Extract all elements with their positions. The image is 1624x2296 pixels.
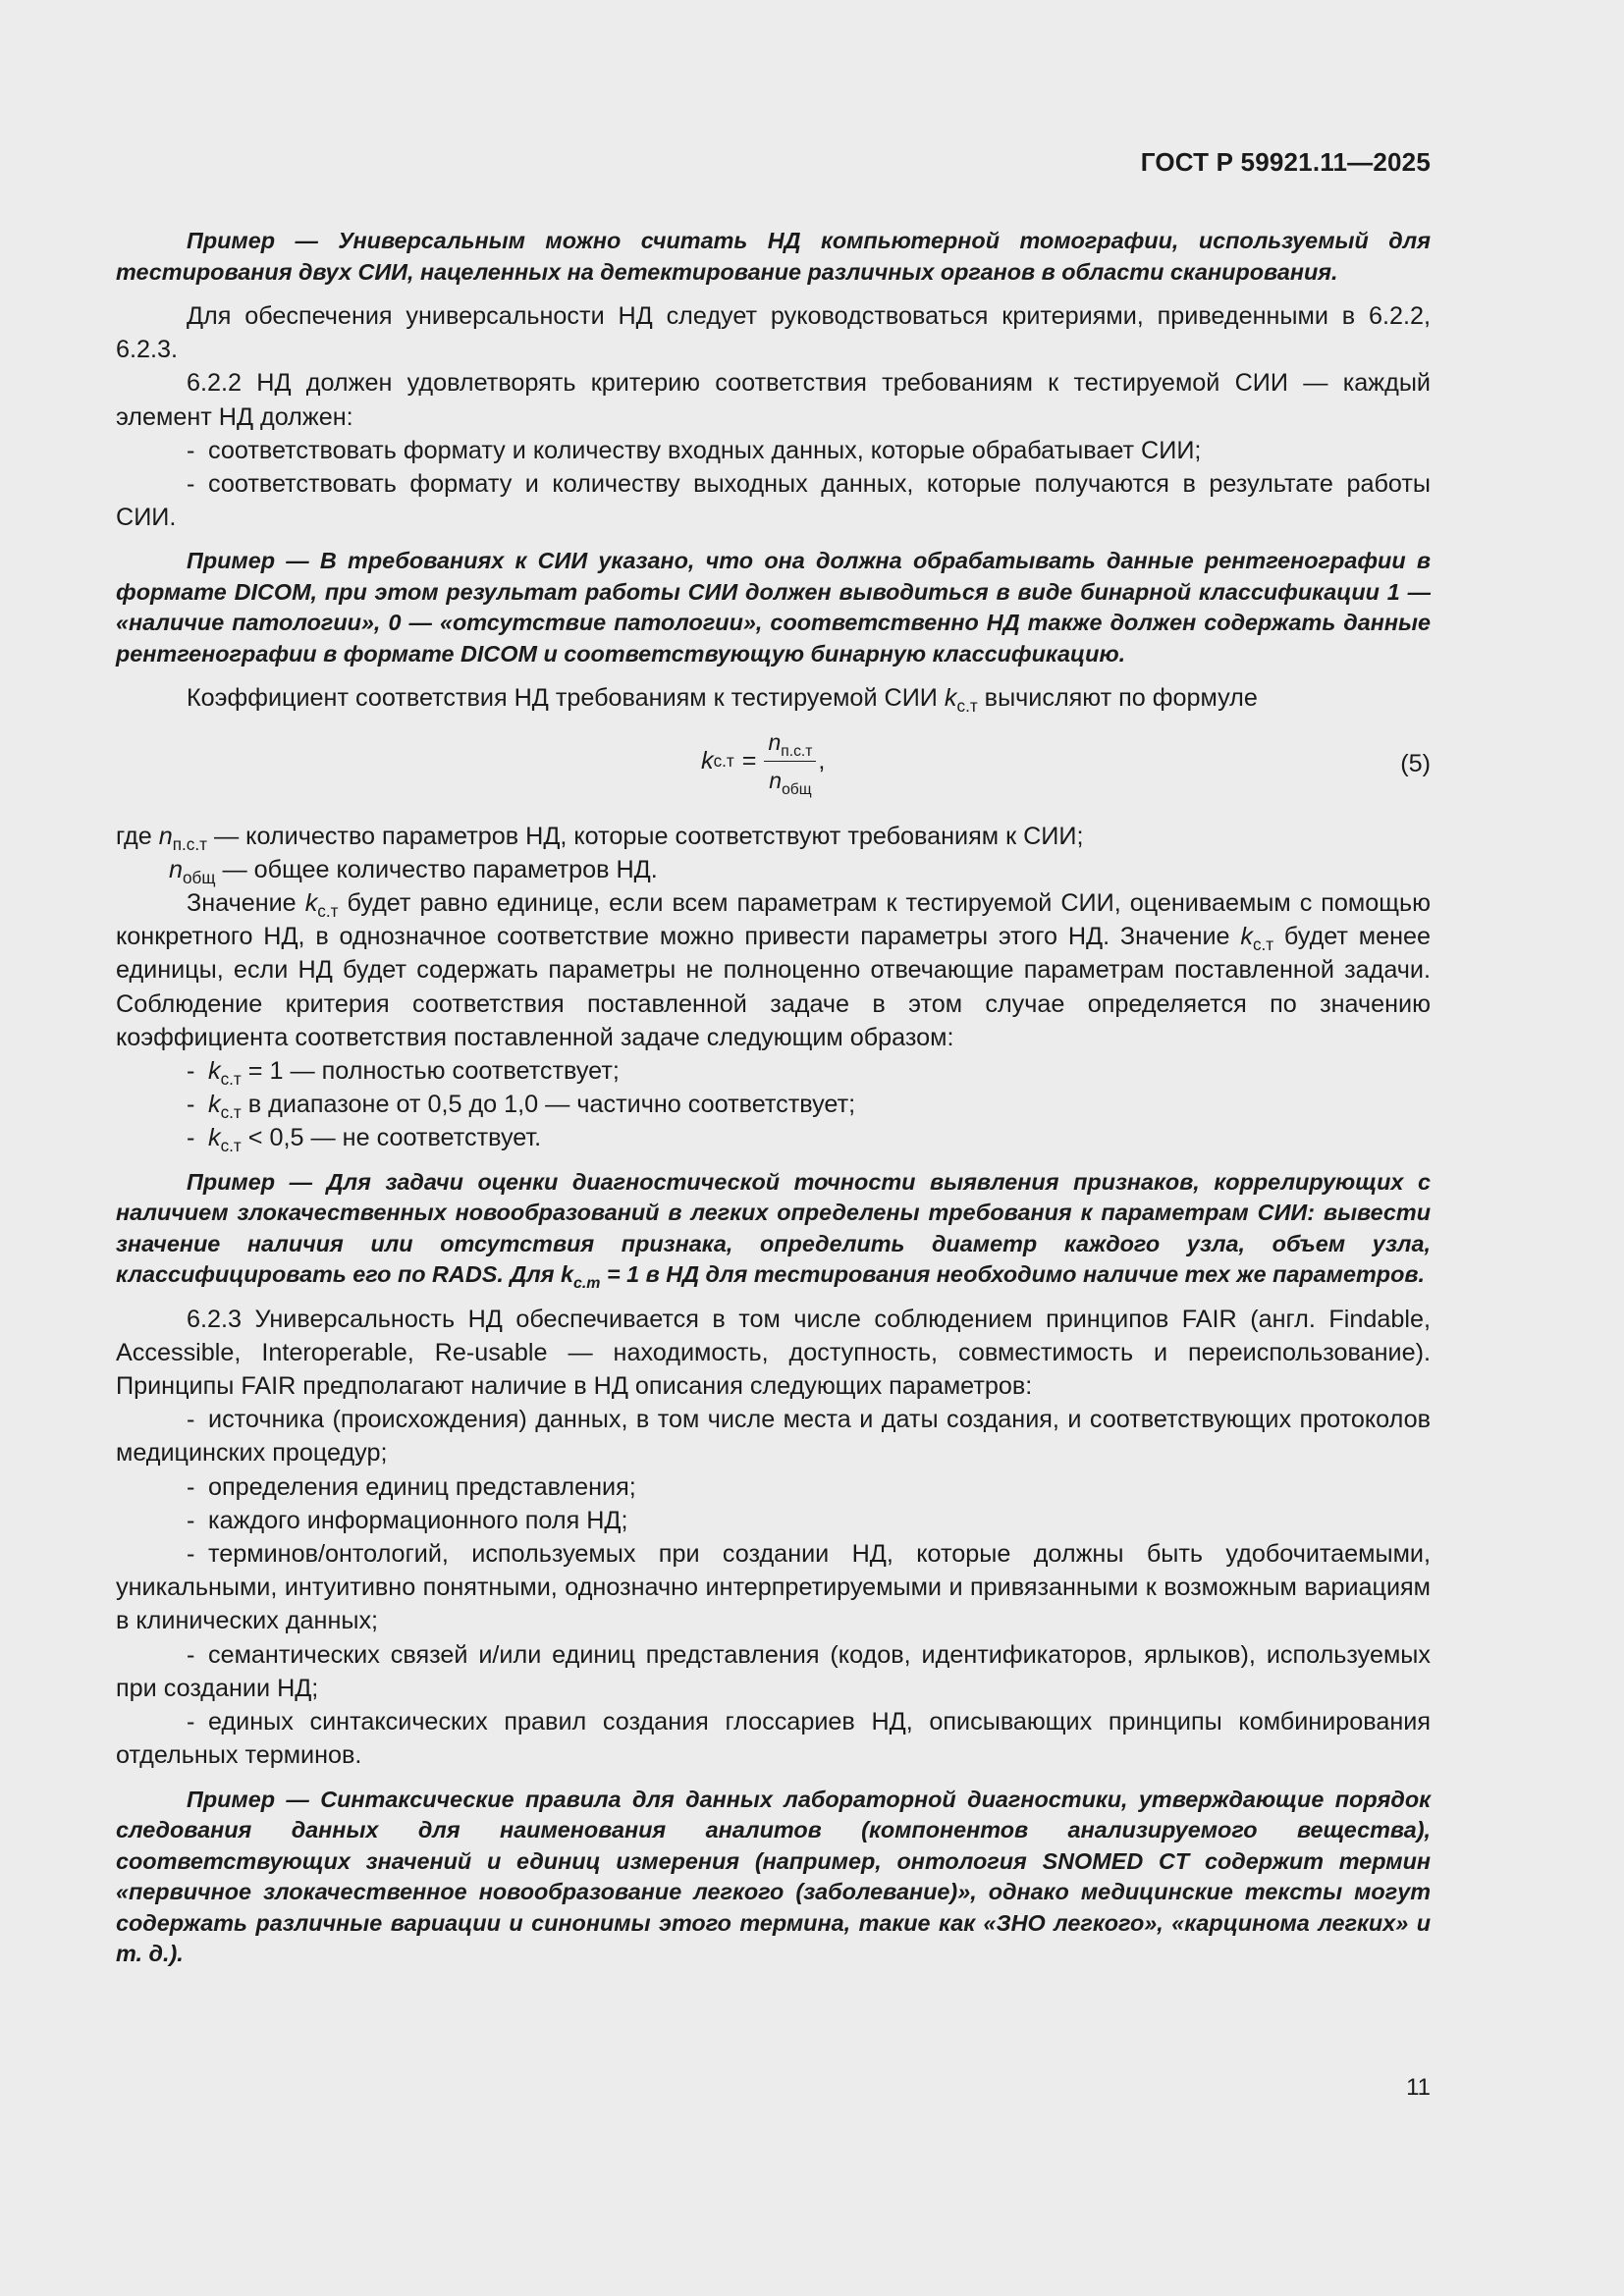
list-marker: -: [187, 470, 195, 499]
page-number: 11: [1406, 2074, 1431, 2101]
body-paragraph: Для обеспечения универсальности НД следует руководствоваться критериями, приведенными в 6.2.2, 6.2.3.: [116, 302, 1431, 364]
list-item: - определения единиц представления;: [116, 1470, 1431, 1504]
list-marker: -: [187, 1472, 195, 1501]
list-item: - семантических связей и/или единиц представления (кодов, идентификаторов, ярлыков), используемых при создании НД;: [116, 1638, 1431, 1705]
formula-number: (5): [1400, 749, 1431, 777]
list-marker: -: [187, 1057, 195, 1086]
list-item: - соответствовать формату и количеству выходных данных, которые получаются в результате работы СИИ.: [116, 467, 1431, 534]
section-paragraph-6-2-3: 6.2.3 Универсальность НД обеспечивается в том числе соблюдением принципов FAIR (англ. Findable, Accessible, Interoperable, Re-usable — находимость, доступность, совместимость и переиспользование). Принципы FAIR предполагают наличие в НД описания следующих параметров:: [116, 1305, 1431, 1401]
body-paragraph: Значение $k_{с.т}$ будет равно единице, если всем параметрам к тестируемой СИИ, оцениваемым с помощью конкретного НД, в однозначное соответствие можно привести параметры этого НД. Значение $k_{с.т}$ будет менее единицы, если НД будет содержать параметры не полноценно отвечающие параметрам поставленной задачи. Соблюдение критерия соответствия поставленной задаче в этом случае определяется по значению коэффициента соответствия поставленной задаче следующим образом:: [116, 889, 1432, 1051]
formula-intro: Коэффициент соответствия НД требованиям к тестируемой СИИ $k_{с.т}$ вычисляют по формуле: [187, 684, 1258, 717]
list-marker: -: [187, 1091, 195, 1119]
list-marker: -: [187, 1540, 195, 1569]
example-paragraph: Пример — В требованиях к СИИ указано, что она должна обрабатывать данные рентгенографии в формате DICOM, при этом результат работы СИИ должен выводиться в виде бинарной классификации 1 — «наличие патологии», 0 — «отсутствие патологии», соответственно НД также должен содержать данные рентгенографии в формате DICOM и соответствующую бинарную классификацию.: [116, 548, 1431, 667]
page-content: [116, 226, 1431, 1970]
list-marker: -: [187, 1124, 195, 1152]
list-item: - каждого информационного поля НД;: [116, 1504, 1431, 1537]
section-paragraph-6-2-2: 6.2.2 НД должен удовлетворять критерию соответствия требованиям к тестируемой СИИ — каждый элемент НД должен:: [116, 369, 1431, 431]
document-code: ГОСТ Р 59921.11—2025: [1140, 147, 1431, 177]
example-paragraph: Пример — Универсальным можно считать НД компьютерной томографии, используемый для тестирования двух СИИ, нацеленных на детектирование различных органов в области сканирования.: [116, 228, 1431, 285]
list-marker: -: [187, 436, 195, 464]
formula-block: [116, 725, 1431, 812]
list-item: - соответствовать формату и количеству входных данных, которые обрабатывает СИИ;: [116, 434, 1431, 467]
where-line: где $n_{п.с.т}$ — количество параметров НД, которые соответствуют требованиям к СИИ;: [116, 822, 1084, 854]
formula-5: k с.т = $\frac{n_{п.с.т}}{n_{общ}}$ ,: [701, 725, 825, 797]
example-paragraph: Пример — Синтаксические правила для данных лабораторной диагностики, утверждающие порядок следования данных для наименования аналитов (компонентов анализируемого вещества), соответствующих значений и единиц измерения (например, онтология SNOMED CT содержит термин «первичное злокачественное новообразование легкого (заболевание)», однако медицинские тексты могут содержать различные вариации и синонимы этого термина, такие как «ЗНО легкого», «карцинома легких» и т. д.).: [116, 1786, 1431, 1966]
where-line: $n_{общ}$ — общее количество параметров НД.: [169, 855, 658, 887]
list-item: - $k_{с.т}$ в диапазоне от 0,5 до 1,0 — частично соответствует;: [116, 1088, 1431, 1121]
document-page: [116, 0, 1431, 2296]
list-marker: -: [187, 1640, 195, 1669]
formula-fraction: $\frac{n_{п.с.т}}{n_{общ}}$: [764, 725, 816, 797]
list-item: - терминов/онтологий, используемых при создании НД, которые должны быть удобочитаемыми, уникальными, интуитивно понятными, однозначно интерпретируемыми и привязанными к возможным вариациям в клинических данных;: [116, 1537, 1431, 1638]
list-item: - $k_{с.т} < 0,5$ — не соответствует.: [116, 1121, 1431, 1154]
list-marker: -: [187, 1406, 195, 1434]
list-item: - единых синтаксических правил создания глоссариев НД, описывающих принципы комбинирования отдельных терминов.: [116, 1705, 1431, 1772]
list-item: - источника (происхождения) данных, в том числе места и даты создания, и соответствующих протоколов медицинских процедур;: [116, 1403, 1431, 1469]
list-item: - $k_{с.т} = 1$ — полностью соответствует;: [116, 1054, 1431, 1088]
example-paragraph: Пример — Для задачи оценки диагностической точности выявления признаков, коррелирующих с наличием злокачественных новообразований в легких определены требования к параметрам СИИ: вывести значение наличия или отсутствия признака, определить диаметр каждого узла, объем узла, классифицировать его по RADS. Для $k_{с.т} = 1$ в НД для тестирования необходимо наличие тех же параметров.: [116, 1168, 1431, 1293]
list-marker: -: [187, 1506, 195, 1534]
list-marker: -: [187, 1708, 195, 1736]
